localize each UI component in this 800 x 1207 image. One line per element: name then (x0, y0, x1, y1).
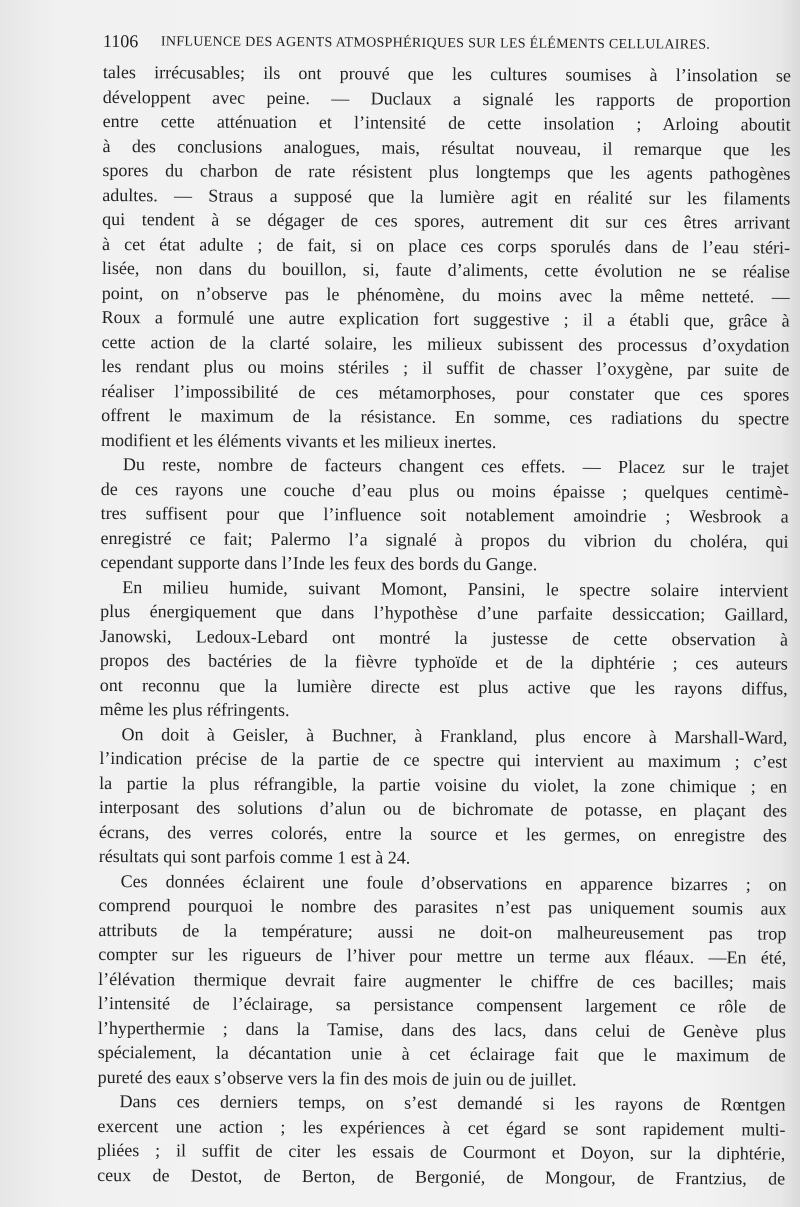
text-line: pliées ; il suffit de citer les essais de Courmont et Doyon, sur la diphtérie, (97, 1139, 786, 1164)
text-line: attributs de la température; aussi ne doit-on malheureusement pas trop (98, 919, 787, 944)
text-line: développent avec peine. — Duclaux a signalé les rapports de proportion (102, 86, 791, 111)
paragraph (98, 868, 787, 1092)
text-line: plus énergiquement que dans l’hypothèse d’une parfaite dessiccation; Gaillard, (100, 600, 789, 625)
text-line: cette action de la clarté solaire, les milieux subissent des processus d’oxydation (101, 331, 790, 356)
page-header (103, 31, 793, 59)
text-line: lisée, non dans du bouillon, si, faute d’aliments, cette évolution ne se réalise (101, 257, 790, 282)
text-line: En milieu humide, suivant Momont, Pansini, le spectre solaire intervient (122, 576, 789, 601)
page-number: 1106 (102, 31, 139, 52)
text-line: l’intensité de l’éclairage, sa persistance compensent largement ce rôle de (98, 992, 787, 1017)
text-line: ceux de Destot, de Berton, de Bergonié, de Mongour, de Frantzius, de (97, 1164, 786, 1189)
text-line: comprend pourquoi le nombre des parasites n’est pas uniquement soumis aux (98, 894, 787, 919)
text-line: de ces rayons une couche d’eau plus ou moins épaisse ; quelques centimè- (100, 478, 789, 503)
text-line: l’hyperthermie ; dans la Tamise, dans des lacs, dans celui de Genève plus (97, 1017, 786, 1042)
text-line: cependant supporte dans l’Inde les feux des bords du Gange. (100, 551, 538, 575)
text-line: les rendant plus ou moins stériles ; il suffit de chasser l’oxygène, par suite de (101, 355, 790, 380)
text-line: entre cette atténuation et l’intensité de cette insolation ; Arloing aboutit (102, 110, 791, 135)
text-line: réaliser l’impossibilité de ces métamorphoses, pour constater que ces spores (101, 380, 790, 405)
text-line: à cet état adulte ; de fait, si on place ces corps sporulés dans de l’eau stéri- (101, 233, 791, 258)
paragraph (100, 452, 789, 578)
text-line: même les plus réfringents. (99, 698, 290, 720)
text-line: spores du charbon de rate résistent plus longtemps que les agents pathogènes (102, 159, 791, 184)
text-line: l’indication précise de la partie de ce spectre qui intervient au maximum ; c’est (99, 747, 788, 772)
text-line: écrans, des verres colorés, entre la source et les germes, on enregistre des (98, 821, 788, 846)
text-line: qui tendent à se dégager de ces spores, autrement dit sur ces êtres arrivant (102, 208, 791, 233)
text-line: propos des bactéries de la fièvre typhoïde et de la diphtérie ; ces auteurs (99, 649, 788, 674)
text-line: compter sur les rigueurs de l’hiver pour mettre un terme aux fléaux. —En été, (98, 943, 787, 968)
paragraph (99, 721, 788, 872)
text-line: On doit à Geisler, à Buchner, à Frankland, plus encore à Marshall-Ward, (121, 723, 788, 748)
text-line: point, on n’observe pas le phénomène, du moins avec la même netteté. — (101, 282, 790, 307)
text-line: spécialement, la décantation unie à cet éclairage fait que le maximum de (97, 1041, 786, 1066)
text-line: à des conclusions analogues, mais, résultat nouveau, il remarque que les (102, 135, 791, 160)
text-line: Dans ces derniers temps, on s’est demandé si les rayons de Rœntgen (119, 1091, 786, 1115)
text-line: Du reste, nombre de facteurs changent ces effets. — Placez sur le trajet (122, 454, 789, 478)
text-line: offrent le maximum de la résistance. En somme, ces radiations du spectre (101, 404, 790, 429)
text-line: ont reconnu que la lumière directe est plus active que les rayons diffus, (99, 674, 788, 699)
text-line: tales irrécusables; ils ont prouvé que les cultures soumises à l’insolation se (102, 61, 791, 86)
text-line: tres suffisent pour que l’influence soit notablement amoindrie ; Wesbrook a (100, 502, 789, 527)
text-line: exercent une action ; les expériences à cet égard se sont rapidement multi- (97, 1115, 786, 1140)
running-title: INFLUENCE DES AGENTS ATMOSPHÉRIQUES SUR LES ÉLÉMENTS CELLULAIRES. (160, 34, 711, 53)
text-line: adultes. — Straus a supposé que la lumière agit en réalité sur les filaments (102, 184, 791, 209)
paragraph (101, 60, 791, 456)
text-line: la partie la plus réfrangible, la partie voisine du violet, la zone chimique ; en (99, 772, 788, 797)
text-line: Janowski, Ledoux-Lebard ont montré la justesse de cette observation à (99, 625, 789, 650)
paragraph (97, 1089, 786, 1191)
paragraph (100, 574, 789, 725)
text-line: l’élévation thermique devrait faire augmenter le chiffre de ces bacilles; mais (98, 968, 787, 993)
body-text (97, 60, 791, 1191)
text-line: Ces données éclairent une foule d’observations en apparence bizarres ; on (120, 870, 787, 895)
text-line: pureté des eaux s’observe vers la fin des mois de juin ou de juillet. (97, 1066, 577, 1089)
text-line: interposant des solutions d’alun ou de bichromate de potasse, en plaçant des (99, 796, 788, 821)
text-line: Roux a formulé une autre explication fort suggestive ; il a établi que, grâce à (101, 306, 790, 331)
text-line: résultats qui sont parfois comme 1 est à 24. (98, 845, 411, 868)
text-line: enregistré ce fait; Palermo l’a signalé à propos du vibrion du choléra, qui (100, 527, 789, 552)
text-line: modifient et les éléments vivants et les milieux inertes. (100, 429, 497, 452)
